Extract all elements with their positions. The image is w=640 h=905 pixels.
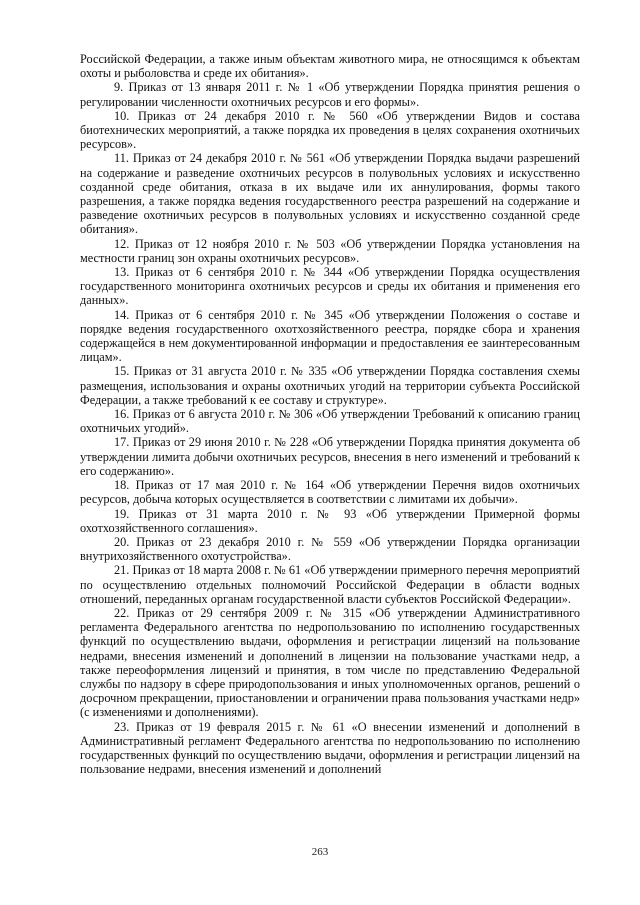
paragraph-item-15: 15. Приказ от 31 августа 2010 г. № 335 «Об утверждении Порядка составления схемы размещения, использования и охраны охотничьих угодий на территории субъекта Российской Федерации, а также требований к ее составу и структуре». (80, 364, 580, 407)
paragraph-item-19: 19. Приказ от 31 марта 2010 г. № 93 «Об утверждении Примерной формы охотхозяйственного соглашения». (80, 506, 580, 535)
paragraph-continuation: Российской Федерации, а также иным объектам животного мира, не относящимся к объектам охоты и рыболовства и среде их обитания». (80, 52, 580, 81)
paragraph-item-13: 13. Приказ от 6 сентября 2010 г. № 344 «Об утверждении Порядка осуществления государственного мониторинга охотничьих ресурсов и среды их обитания и применения его данных». (80, 265, 580, 308)
paragraph-item-18: 18. Приказ от 17 мая 2010 г. № 164 «Об утверждении Перечня видов охотничьих ресурсов, добыча которых осуществляется в соответствии с лимитами их добычи». (80, 478, 580, 507)
paragraph-item-21: 21. Приказ от 18 марта 2008 г. № 61 «Об утверждении примерного перечня мероприятий по осуществлению отдельных полномочий Российской Федерации в области водных отношений, переданных органам государственной власти субъектов Российской Федерации». (80, 563, 580, 606)
page-number: 263 (311, 846, 329, 858)
paragraph-item-17: 17. Приказ от 29 июня 2010 г. № 228 «Об утверждении Порядка принятия документа об утверждении лимита добычи охотничьих ресурсов, внесения в него изменений и требований к его содержанию». (80, 435, 580, 478)
paragraph-item-23: 23. Приказ от 19 февраля 2015 г. № 61 «О внесении изменений и дополнений в Административный регламент Федерального агентства по недропользованию по исполнению государственных функций по осуществлению выдачи, оформления и регистрации лицензий на пользование недрами, внесения изменений и дополнений (80, 719, 580, 777)
paragraph-item-22: 22. Приказ от 29 сентября 2009 г. № 315 «Об утверждении Административного регламента Федерального агентства по недропользованию по исполнению государственных функций по осуществлению выдачи, оформления и регистрации лицензий на пользование недрами, внесения изменений и дополнений в лицензии на пользование участками недр, а также переоформления лицензий и принятия, в том числе по представлению Федеральной службы по надзору в сфере природопользования и иных уполномоченных органов, решений о досрочном прекращении, приостановлении и ограничении права пользования участками недр» (с изменениями и дополнениями). (80, 605, 580, 720)
paragraph-item-20: 20. Приказ от 23 декабря 2010 г. № 559 «Об утверждении Порядка организации внутрихозяйственного охотустройства». (80, 534, 580, 564)
paragraph-item-12: 12. Приказ от 12 ноября 2010 г. № 503 «Об утверждении Порядка установления на местности границ зон охраны охотничьих ресурсов». (80, 236, 580, 265)
paragraph-item-14: 14. Приказ от 6 сентября 2010 г. № 345 «Об утверждении Положения о составе и порядке ведения государственного охотхозяйственного реестра, порядке сбора и хранения содержащейся в нем документированной информации и предоставления ее заинтересованным лицам». (80, 307, 580, 365)
paragraph-item-10: 10. Приказ от 24 декабря 2010 г. № 560 «Об утверждении Видов и состава биотехнических мероприятий, а также порядка их проведения в целях сохранения охотничьих ресурсов». (80, 108, 580, 152)
paragraph-item-11: 11. Приказ от 24 декабря 2010 г. № 561 «Об утверждении Порядка выдачи разрешений на содержание и разведение охотничьих ресурсов в полувольных условиях и искусственно созданной среде обитания, отказа в их выдаче или их аннулирования, формы такого разрешения, а также порядка ведения государственного реестра разрешений на содержание и разведение охотничьих ресурсов в полувольных условиях и искусственно созданной среде обитания». (80, 151, 580, 237)
paragraph-item-16: 16. Приказ от 6 августа 2010 г. № 306 «Об утверждении Требований к описанию границ охотничьих угодий». (80, 407, 580, 436)
document-body (80, 52, 580, 776)
paragraph-item-9: 9. Приказ от 13 января 2011 г. № 1 «Об утверждении Порядка принятия решения о регулировании численности охотничьих ресурсов и его формы». (80, 80, 580, 109)
